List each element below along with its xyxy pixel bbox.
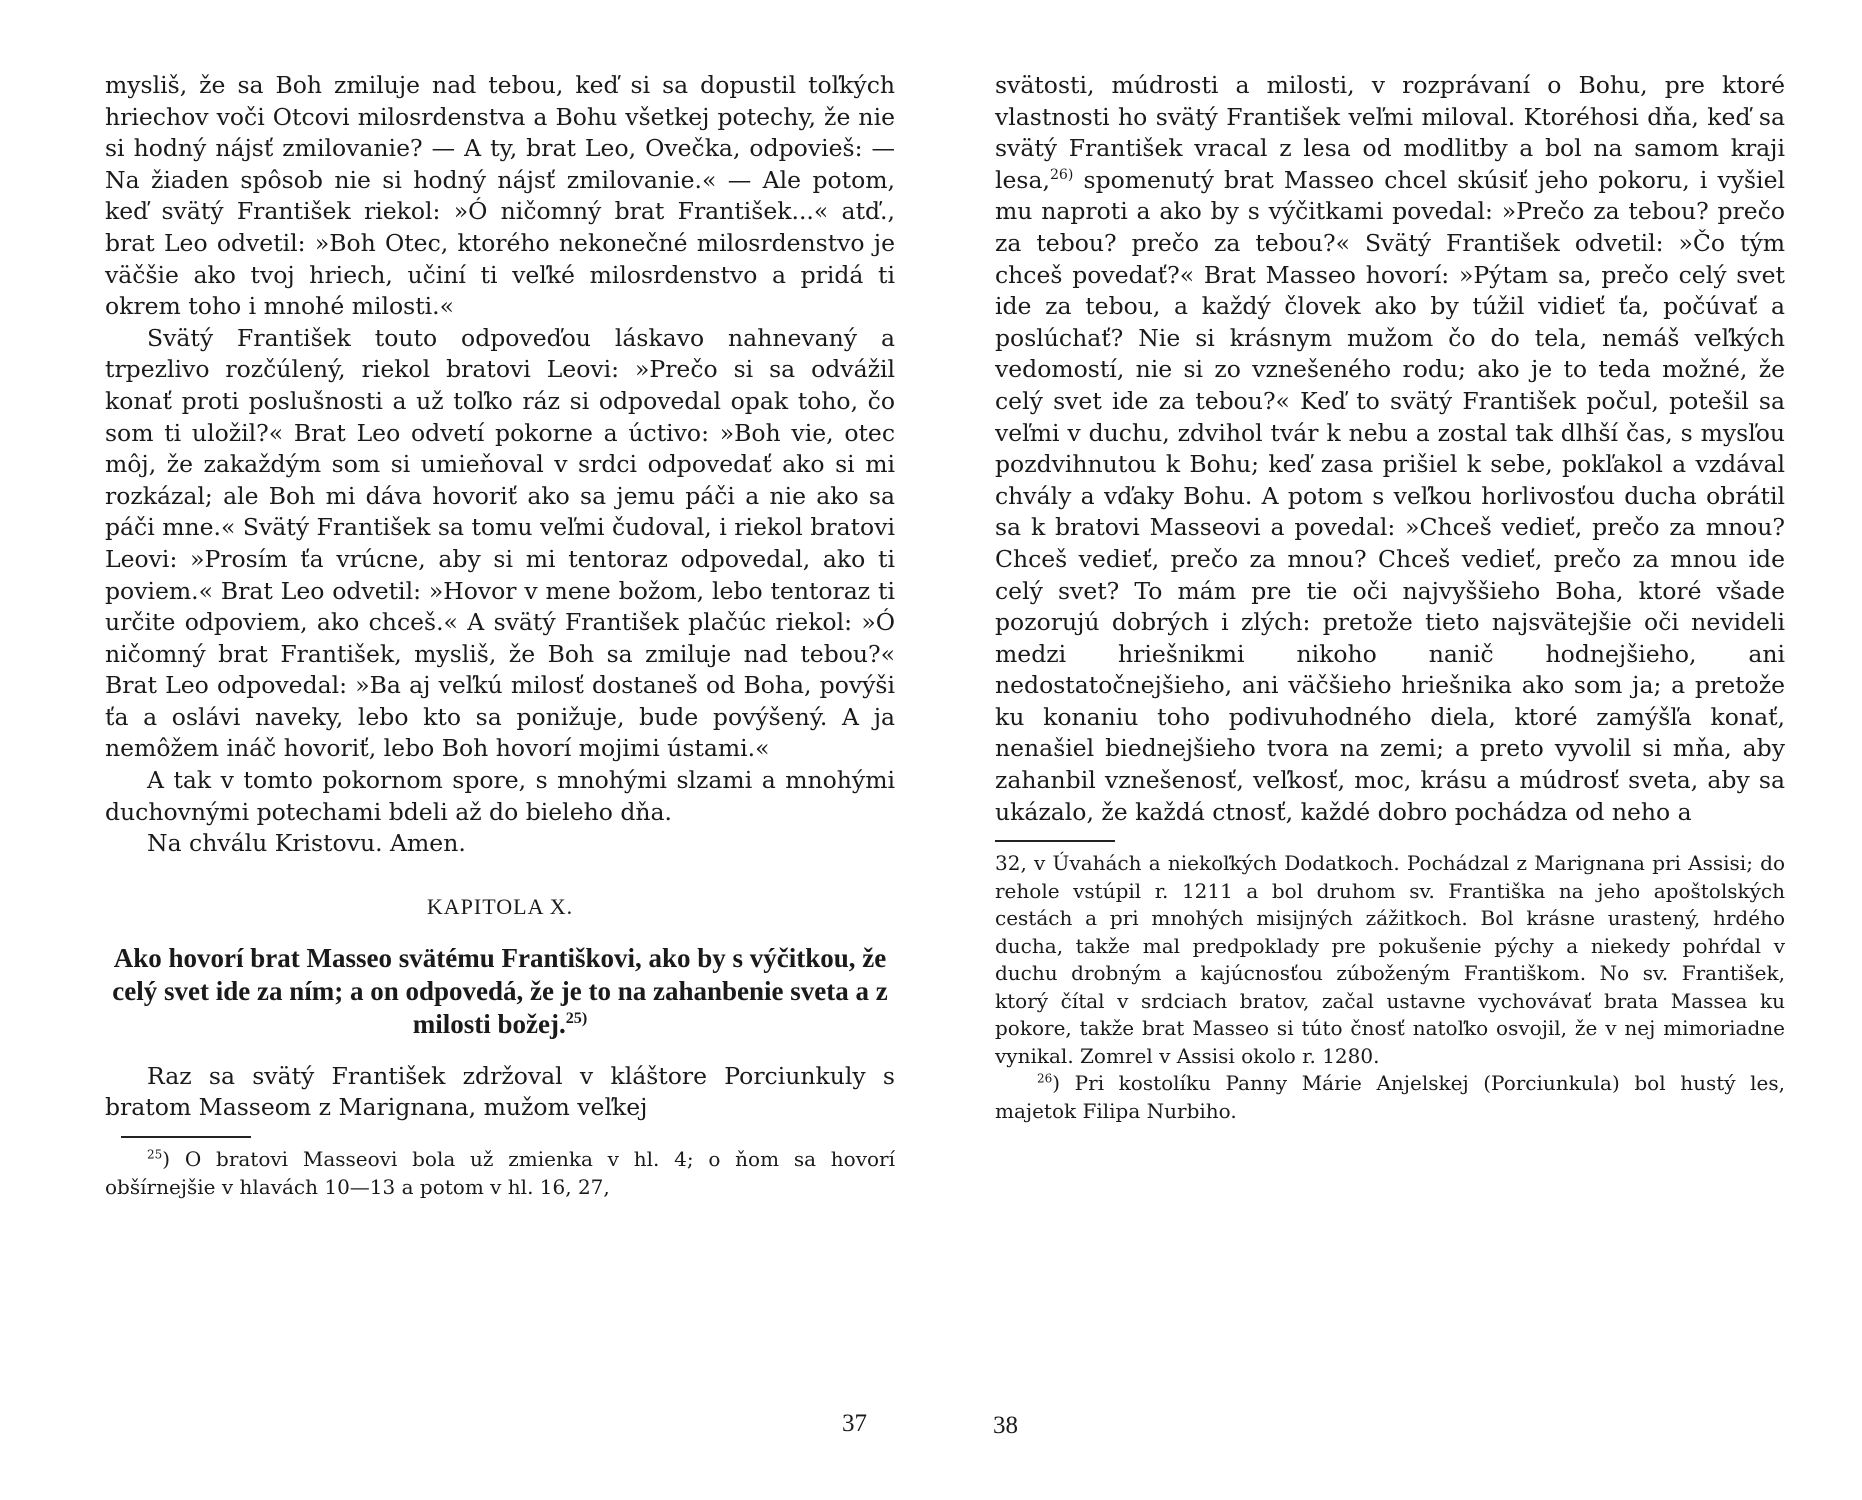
chapter-title-text: Ako hovorí brat Masseo svätému Františkovi, ako by s výčitkou, že celý svet ide za ním; a on odpovedá, že je to na zahanbenie sveta a z milosti božej.	[112, 942, 888, 1039]
footnote-rule	[121, 1136, 251, 1138]
paragraph	[995, 70, 1785, 828]
right-page	[995, 70, 1785, 1125]
footnote-ref: 25)	[565, 1008, 588, 1027]
paragraph-text: svätosti, múdrosti a milosti, v rozprávaní o Bohu, pre ktoré vlastnosti ho svätý František veľmi miloval. Ktoréhosi dňa, keď sa svätý František vracal z lesa od modlitby a bol na samom kraji lesa,	[995, 71, 1785, 194]
footnote-rule	[995, 840, 1115, 842]
footnote-mark: 25	[147, 1147, 163, 1162]
page-number: 37	[842, 1410, 867, 1437]
paragraph: mysliš, že sa Boh zmiluje nad tebou, keď si sa dopustil toľkých hriechov voči Otcovi milosrdenstva a Bohu všetkej potechy, že nie si hodný nájsť zmilovanie? — A ty, brat Leo, Ovečka, odpovieš: — Na žiaden spôsob nie si hodný nájsť zmilovanie.« — Ale potom, keď svätý František riekol: »Ó ničomný brat František...« atď., brat Leo odvetil: »Boh Otec, ktorého nekonečné milosrdenstvo je väčšie ako tvoj hriech, učiní ti veľké milosrdenstvo a pridá ti okrem toho i mnohé milosti.«	[105, 71, 895, 321]
footnote-mark: 26	[1037, 1071, 1053, 1086]
left-body	[105, 70, 895, 860]
left-page	[105, 70, 895, 1201]
footnote-ref: 26)	[1049, 166, 1074, 183]
paragraph: Svätý František touto odpoveďou láskavo nahnevaný a trpezlivo rozčúlený, riekol bratovi Leovi: »Prečo si sa odvážil konať proti poslušnosti a už toľko ráz si odpovedal opak toho, čo som ti uložil?« Brat Leo odvetí pokorne a úctivo: »Boh vie, otec môj, že zakaždým som si umieňoval v srdci odpovedať ako si mi rozkázal; ale Boh mi dáva hovoriť ako sa jemu páči a nie ako sa páči mne.« Svätý František sa tomu veľmi čudoval, i riekol bratovi Leovi: »Prosím ťa vrúcne, aby si mi tentoraz odpovedal, ako ti poviem.« Brat Leo odvetil: »Hovor v mene božom, lebo tentoraz ti určite odpoviem, ako chceš.« A svätý František plačúc riekol: »Ó ničomný brat František, mysliš, že Boh sa zmiluje nad tebou?« Brat Leo odpovedal: »Ba aj veľkú milosť dostaneš od Boha, povýši ťa a oslávi naveky, lebo kto sa ponižuje, bude povýšený. A ja nemôžem ináč hovoriť, lebo Boh hovorí mojimi ústami.«	[105, 323, 895, 763]
chapter-title	[105, 942, 895, 1041]
page-number: 38	[993, 1412, 1018, 1439]
footnote: 32, v Úvahách a niekoľkých Dodatkoch. Pochádzal z Marignana pri Assisi; do rehole vstúpil r. 1211 a bol druhom sv. Františka na jeho apoštolských cestách a pri mnohých misijných zážitkoch. Bol krásne urastený, hrdého ducha, takže mal predpoklady pre pokušenie pýchy a niekedy pohŕdal v duchu drobným a kajúcnosťou zúboženým Františkom. No sv. František, ktorý čítal v srdciach bratov, začal ustavne vychovávať brata Massea ku pokore, takže brat Masseo si túto čnosť natoľko osvojil, že v nej mimoriadne vynikal. Zomrel v Assisi okolo r. 1280.	[995, 851, 1785, 1068]
paragraph: Na chválu Kristovu. Amen.	[147, 829, 466, 858]
footnote	[995, 1070, 1785, 1125]
footnote	[105, 1146, 895, 1201]
chapter-heading: KAPITOLA X.	[426, 893, 574, 919]
footnote-text: ) Pri kostolíku Panny Márie Anjelskej (Porciunkula) bol hustý les, majetok Filipa Nurbiho.	[995, 1071, 1785, 1123]
footnote-text: ) O bratovi Masseovi bola už zmienka v hl. 4; o ňom sa hovorí obšírnejšie v hlavách 10—13 a potom v hl. 16, 27,	[105, 1147, 895, 1199]
paragraph: A tak v tomto pokornom spore, s mnohými slzami a mnohými duchovnými potechami bdeli až do bieleho dňa.	[105, 766, 895, 826]
paragraph-text: spomenutý brat Masseo chcel skúsiť jeho pokoru, i vyšiel mu naproti a ako by s výčitkami povedal: »Prečo za tebou? prečo za tebou? prečo za tebou?« Svätý František odvetil: »Čo tým chceš povedať?« Brat Masseo hovorí: »Pýtam sa, prečo celý svet ide za tebou, a každý človek ako by túžil vidieť ťa, počúvať a poslúchať? Nie si krásnym mužom čo do tela, nemáš veľkých vedomostí, nie si zo vznešeného rodu; ako je to teda možné, že celý svet ide za tebou?« Keď to svätý František počul, potešil sa veľmi v duchu, zdvihol tvár k nebu a zostal tak dlhší čas, s mysľou pozdvihnutou k Bohu; keď zasa prišiel k sebe, pokľakol a vzdával chvály a vďaky Bohu. A potom s veľkou horlivosťou ducha obrátil sa k bratovi Masseovi a povedal: »Chceš vedieť, prečo za mnou? Chceš vedieť, prečo za mnou? Chceš vedieť, prečo za mnou ide celý svet? To mám pre tie oči najvyššieho Boha, ktoré všade pozorujú dobrých i zlých: pretože tieto najsvätejšie oči nevideli medzi hriešnikmi nikoho nanič hodnejšieho, ani nedostatočnejšieho, ani väčšieho hriešnika ako som ja; a pretože ku konaniu toho podivuhodného diela, ktoré zamýšľa konať, nenašiel biednejšieho tvora na zemi; a preto vyvolil si mňa, aby zahanbil vznešenosť, veľkosť, moc, krásu a múdrosť sveta, aby sa ukázalo, že každá ctnosť, každé dobro pochádza od neho a	[995, 165, 1785, 826]
chapter-opening: Raz sa svätý František zdržoval v kláštore Porciunkuly s bratom Masseom z Marignana, mužom veľkej	[105, 1061, 895, 1122]
